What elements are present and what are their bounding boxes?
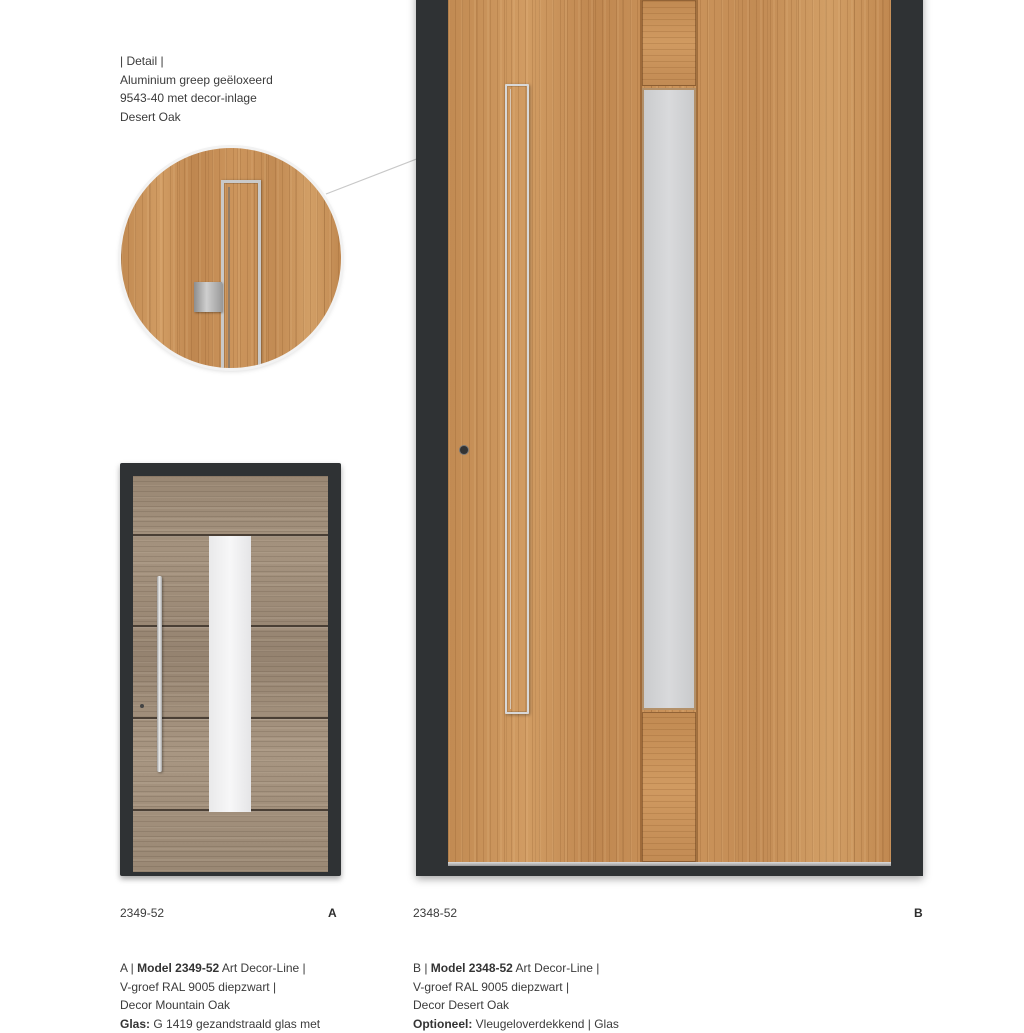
door-b-model-name: Model 2348-52 — [430, 961, 513, 975]
door-b-inlay-bottom — [642, 712, 696, 862]
door-a-description: A | Model 2349-52 Art Decor-Line | V-groef RAL 9005 diepzwart | Decor Mountain Oak Glas: G 1419 gezandstraald glas met — [120, 961, 321, 1031]
detail-caption-line: Aluminium greep geëloxeerd — [120, 72, 273, 87]
door-a-lock-icon — [140, 704, 144, 708]
handle-detail-bar — [221, 180, 261, 368]
detail-caption-line: | Detail | — [120, 54, 164, 68]
door-b-code: 2348-52 — [413, 906, 458, 920]
door-b-description: B | Model 2348-52 Art Decor-Line | V-groef RAL 9005 diepzwart | Decor Desert Oak Optioneel: Vleugeloverdekkend | Glas — [413, 961, 619, 1031]
door-b-leaf — [448, 0, 891, 862]
door-b-threshold — [448, 862, 891, 866]
door-a-leaf — [133, 476, 328, 872]
door-a-image — [120, 463, 341, 876]
door-b-glass — [642, 88, 696, 710]
door-a-code: 2349-52 — [120, 906, 165, 920]
door-a-letter: A — [328, 906, 337, 920]
door-a-glass — [209, 536, 251, 812]
handle-detail-bracket — [194, 282, 222, 312]
detail-caption-line: 9543-40 met decor-inlage — [120, 91, 257, 105]
door-b-letter: B — [914, 906, 923, 920]
door-b-handle — [505, 84, 529, 714]
detail-caption-line: Desert Oak — [120, 109, 181, 124]
door-b-inlay-top — [642, 0, 696, 86]
door-a-handle — [157, 576, 162, 772]
door-b-image — [416, 0, 923, 876]
door-b-lock-icon — [460, 446, 468, 454]
handle-detail-image — [121, 148, 341, 368]
detail-caption — [120, 52, 273, 126]
door-a-model-name: Model 2349-52 — [137, 961, 220, 975]
